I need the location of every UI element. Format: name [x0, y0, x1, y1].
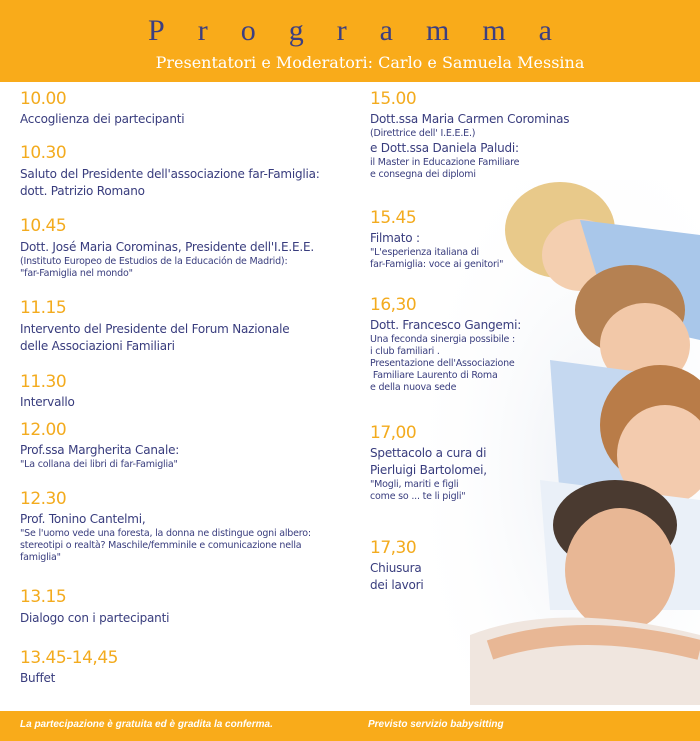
schedule-text: Intervento del Presidente del Forum Nazionale	[20, 322, 290, 336]
schedule-text: Intervallo	[20, 395, 75, 409]
schedule-note: famiglia"	[20, 552, 61, 563]
schedule-time: 12.00	[20, 420, 67, 440]
schedule-note: Una feconda sinergia possibile :	[370, 334, 515, 345]
schedule-note: "Mogli, mariti e figli	[370, 479, 459, 490]
schedule-text: e Dott.ssa Daniela Paludi:	[370, 141, 519, 155]
schedule-note: come so ... te li pigli"	[370, 491, 466, 502]
schedule-item-1730	[370, 538, 424, 594]
schedule-item-1000	[20, 89, 184, 128]
schedule-time: 11.15	[20, 298, 67, 318]
schedule-text: Pierluigi Bartolomei,	[370, 463, 487, 477]
schedule-time: 17,30	[370, 538, 417, 558]
schedule-text: delle Associazioni Familiari	[20, 339, 175, 353]
page-title: Programma	[148, 14, 585, 47]
schedule-text: Spettacolo a cura di	[370, 446, 487, 460]
schedule-item-1545	[370, 208, 503, 271]
header-bar	[0, 0, 700, 82]
schedule-time: 13.45-14,45	[20, 648, 118, 668]
schedule-time: 10.45	[20, 216, 67, 236]
schedule-item-1345	[20, 648, 118, 687]
schedule-item-1700	[370, 423, 487, 503]
schedule-text: dott. Patrizio Romano	[20, 184, 145, 198]
schedule-item-1045	[20, 216, 314, 280]
schedule-text: Dott. José Maria Corominas, Presidente dell'I.E.E.E.	[20, 240, 314, 254]
footer-note-babysitting: Previsto servizio babysitting	[368, 719, 504, 730]
schedule-note: (Instituto Europeo de Estudios de la Educación de Madrid):	[20, 256, 288, 267]
schedule-item-1315	[20, 587, 169, 627]
footer-note-participation: La partecipazione è gratuita ed è gradita la conferma.	[20, 719, 273, 730]
schedule-time: 10.30	[20, 143, 67, 163]
schedule-text: Accoglienza dei partecipanti	[20, 112, 185, 126]
schedule-time: 16,30	[370, 295, 417, 315]
schedule-item-1230	[20, 489, 311, 564]
schedule-time: 15.45	[370, 208, 417, 228]
schedule-text: Chiusura	[370, 561, 422, 575]
schedule-note: il Master in Educazione Familiare	[370, 157, 520, 168]
schedule-text: Prof. Tonino Cantelmi,	[20, 512, 146, 526]
schedule-text: Buffet	[20, 671, 56, 685]
schedule-time: 13.15	[20, 587, 67, 607]
schedule-note: Familiare Laurento di Roma	[370, 370, 498, 381]
schedule-text: Saluto del Presidente dell'associazione far-Famiglia:	[20, 167, 320, 181]
schedule-time: 10.00	[20, 89, 67, 109]
schedule-text: Dialogo con i partecipanti	[20, 611, 170, 625]
schedule-note: "L'esperienza italiana di	[370, 247, 480, 258]
schedule-time: 11.30	[20, 372, 67, 392]
schedule-item-1130	[20, 372, 75, 411]
schedule-note: far-Famiglia: voce ai genitori"	[370, 259, 504, 270]
schedule-text: dei lavori	[370, 578, 424, 592]
schedule-note: "far-Famiglia nel mondo"	[20, 268, 133, 279]
schedule-item-1200	[20, 420, 179, 471]
schedule-item-1630	[370, 295, 521, 394]
schedule-time: 15.00	[370, 89, 417, 109]
schedule-time: 17,00	[370, 423, 417, 443]
schedule-text: Prof.ssa Margherita Canale:	[20, 443, 180, 457]
schedule-note: "La collana dei libri di far-Famiglia"	[20, 459, 178, 470]
page-subtitle: Presentatori e Moderatori: Carlo e Samuela Messina	[155, 53, 585, 72]
schedule-note: (Direttrice dell' I.E.E.E.)	[370, 128, 476, 139]
schedule-note: Presentazione dell'Associazione	[370, 358, 515, 369]
schedule-text: Filmato :	[370, 231, 420, 245]
schedule-text: Dott. Francesco Gangemi:	[370, 318, 522, 332]
schedule-item-1115	[20, 298, 289, 355]
schedule-note: stereotipi o realtà? Maschile/femminile e comunicazione nella	[20, 540, 302, 551]
footer-bar	[0, 711, 700, 741]
schedule-note: e consegna dei diplomi	[370, 169, 476, 180]
schedule-time: 12.30	[20, 489, 67, 509]
schedule-item-1500	[370, 89, 569, 181]
schedule-note: "Se l'uomo vede una foresta, la donna ne distingue ogni albero:	[20, 528, 311, 539]
schedule-text: Dott.ssa Maria Carmen Corominas	[370, 112, 570, 126]
schedule-item-1030	[20, 143, 320, 200]
schedule-note: e della nuova sede	[370, 382, 457, 393]
schedule-note: i club familiari .	[370, 346, 440, 357]
